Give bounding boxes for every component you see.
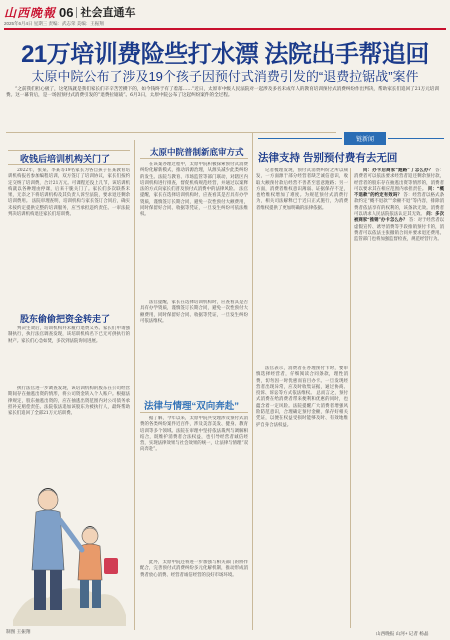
col1-paragraph-1 (8, 168, 130, 308)
answer-1: 答：消费者可以依法要求经营者返还剩余预付款，经营者的股东存在抽逃出资等情形的，消费者可以要求其在相应范围内承担责任。 (354, 168, 444, 192)
lede-paragraph: “之前我们担心极了，这笔钱就是我们家长们辛辛苦苦攒下的，如今钱终于有了着落……”近日，太原市中级人民法院对一起涉及多名未成年人的教育培训预付式消费纠纷作出判决，帮助家长们追回了21万元培训费。这一幕背后，是一场因预付式消费引发的“退费拉锯战”。6月3日，太原中院公布了这起纠纷案件的全过程。 (6, 87, 439, 99)
col2-paragraph-3: 此外，太原中院还将进一步加强与相关部门的协作配合，完善预付式消费纠纷多元化解机制，推动形成消费者放心消费、经营者诚信经营的良好市场环境。 (140, 560, 248, 578)
ribbon-line-left (258, 138, 342, 139)
section-title: 社会直通车 (80, 7, 136, 19)
col1-text-2: 法院审理查明，培训机构与家长签订合同后，确实未按约定提供完整的培训服务，应当承担违约责任。一审法院判决培训机构退还家长们培训费。 (8, 199, 130, 218)
divider (6, 132, 336, 133)
col2-text-2: 法官提醒，家长在选择培训机构时，应查看其是否具有办学资质，谨慎签订长期合同，避免一次性预付大额费用，同时保留好合同、收据等凭证，一旦发生纠纷可依法维权。 (140, 187, 248, 218)
col1-paragraph-3: 执行法官进一步调查发现，该培训机构的股东在公司经营期间存在抽逃出资的情形，将公司资金转入个人账户。根据法律规定，股东抽逃出资的，应在抽逃出资范围内对公司债务承担补充赔偿责任。法院依法追加该股东为被执行人，最终帮助家长们追回了全部21万元培训费。 (8, 386, 130, 417)
question-3: 问：多次被商家“推销”办卡怎么办？ (354, 212, 444, 224)
illustration-credit: 制图 王振翔 (6, 630, 31, 635)
question-2: 问：“概不退款”的约定有效吗？ (354, 186, 444, 199)
ribbon-line-right (388, 138, 444, 139)
dateline: 2025年6月4日 星期三 责编：武志荣 美编：王振翔 (4, 21, 104, 26)
divider (76, 7, 77, 18)
right-paragraph-1: 记者梳理发现，预付式消费纠纷之所以频发，一方面源于部分经营者缺乏诚信意识，收取大额预付款后经营不善甚至恶意跑路；另一方面，消费者维权意识薄弱、证据保存不足，也给维权增加了难度。为规范预付式消费行为，相关司法解释已于近日正式施行，为消费者维权提供了更加明确的法律依据。 (256, 168, 348, 211)
masthead (4, 4, 446, 20)
question-1: 问：办卡后商家“跑路”了怎么办？ (363, 168, 434, 173)
illustration-parent-child (8, 440, 128, 626)
headline: 21万培训费险些打水漂 法院出手帮追回 (21, 41, 429, 68)
divider (140, 158, 248, 159)
answer-2: 答：经营者以格式条款约定“概不退款”“余额不退”等内容，排除消费者依法享有的权利的，该条款无效。消费者可以请求人民法院依法认定其无效。 (354, 193, 444, 218)
divider (8, 164, 130, 165)
col2-heading-2: 法律与情理“双向奔赴” (144, 401, 240, 412)
page-number: 06 (59, 4, 74, 20)
answer-3: 答：对于经营者以虚假宣传、诱导消费等手段推销预付卡的，消费者可以依法主张撤销合同并要求退还费用。监管部门也将加强监督检查，规范经营行为。 (354, 218, 444, 243)
divider (140, 412, 248, 413)
right-text-2: 法官表示，消费者在办理预付卡时，要审慎选择经营者，仔细阅读合同条款，理性消费，切勿因一时优惠而盲目办卡。一旦发现经营者出现异常，应及时收集证据，通过协商、投诉、诉讼等方式依法维权。 (256, 366, 348, 397)
subheadline: 太原中院公布了涉及19个孩子因预付式消费引发的“退费拉锯战”案件 (31, 69, 419, 84)
col1-heading-2: 股东偷偷把资金转走了 (20, 314, 111, 324)
col2-paragraph-1 (140, 162, 248, 296)
column-divider (252, 132, 253, 630)
newspaper-logo: 山西晚報 (4, 5, 57, 20)
col1-paragraph-2: 判决生效后，培训机构并未履行退费义务。家长们申请强制执行，执行法官调查发现，该培训机构名下已无可供执行的财产。家长们心急如焚，多次到法院询问进展。 (8, 326, 130, 344)
right-heading: 法律支持 告别预付费有去无回 (258, 152, 398, 164)
column-divider (134, 140, 135, 630)
col2-paragraph-lead: 法官提醒，家长在选择培训机构时，应查看其是否具有办学资质，谨慎签订长期合同，避免一次性预付大额费用，同时保留好合同、收据等凭证，一旦发生纠纷可依法维权。 (140, 300, 248, 324)
col2-paragraph-2: 据了解，今年以来，太原中院共受理涉及预付式消费的各类纠纷案件近百件，涉及美容美发、健身、教育培训等多个领域。法院在审理中坚持依法裁判与调解相结合，既维护消费者合法权益，也引导经营者诚信经营，实现法律效果与社会效果的统一，让法律与情理“双向奔赴”。 (140, 416, 248, 453)
col2-text-1: 在该案办理过程中，太原中院积极探索预付式消费纠纷化解新模式，推动诉源治理，从源头减少此类纠纷的发生。法院与教育、市场监管等部门联动，对辖区内培训机构进行排查，督促机构规范经营，并通过以案释法的方式向家长们普及预付式消费中的法律风险。 (140, 162, 248, 193)
col1-text-1: 2022年，张某、李某等19名家长为各自孩子在某教育培训机构报名参加编程培训，双方签订了培训协议，家长们按约定交纳了培训费，合计21万元。可课程还没上几节，该培训机构就以各种理由停课，后来干脆关门了。家长们多次联系未果，无奈之下将培训机构及其负责人诉至法院，要求退还剩余培训费用。 (8, 168, 130, 205)
reporter-credit: 山西晚报 山河+ 记者 杨晶 (376, 631, 429, 636)
divider (8, 150, 130, 151)
right-paragraph-2 (256, 366, 348, 630)
col1-heading-1: 收钱后培训机构关门了 (20, 154, 111, 164)
section-ribbon: 链新闻 (344, 132, 386, 145)
top-rule (4, 28, 446, 30)
right-text-3: 总而言之，预付式消费在给消费者带来便利和优惠的同时，也蕴含着一定风险。法院提醒广大消费者增强风险防范意识，合理确定预付金额，保存好相关凭证，以便在权益受损时能够及时、有效地维护自身合法权益。 (256, 391, 348, 428)
qa-section (354, 168, 444, 628)
column-divider (350, 168, 351, 628)
col2-heading-1: 太原中院普制新底审方式 (150, 147, 244, 157)
